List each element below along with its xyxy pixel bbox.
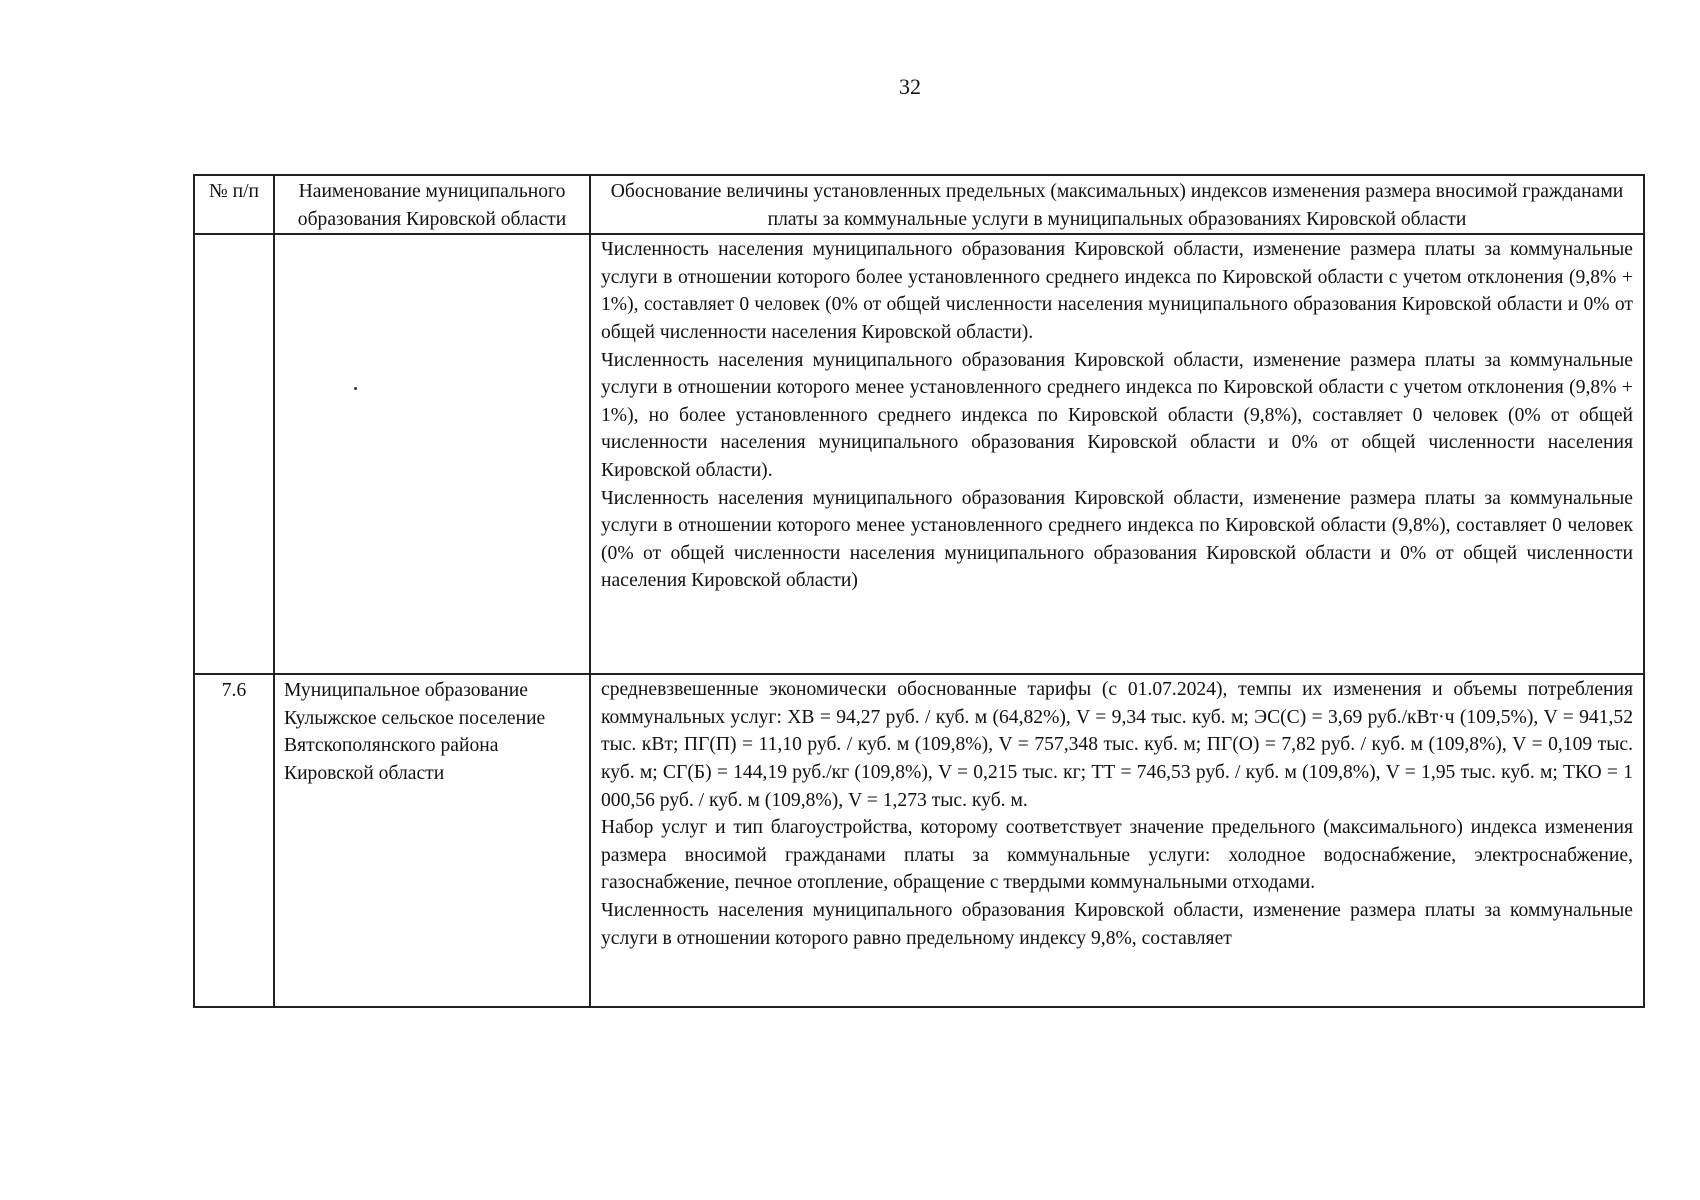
municipality-name-cell: Муниципальное образование Кулыжское сельское поселение Вятскополянского района Кировской области: [274, 674, 590, 1007]
table-row: [194, 674, 1644, 1007]
scan-speck: [354, 387, 357, 390]
table-header-row: [194, 175, 1644, 234]
index-justification-table: [193, 174, 1645, 1008]
municipality-name-cell: [274, 234, 590, 674]
justification-cell: [590, 674, 1644, 1007]
page-number: 32: [899, 74, 921, 99]
justification-paragraph: средневзвешенные экономически обоснованные тарифы (с 01.07.2024), темпы их изменения и объемы потребления коммунальных услуг: ХВ = 94,27 руб. / куб. м (64,82%), V = 9,34 тыс. куб. м; ЭС(С) = 3,69 руб./кВт·ч (109,5%), V = 941,52 тыс. кВт; ПГ(П) = 11,10 руб. / куб. м (109,8%), V = 757,348 тыс. куб. м; ПГ(О) = 7,82 руб. / куб. м (109,8%), V = 0,109 тыс. куб. м; СГ(Б) = 144,19 руб./кг (109,8%), V = 0,215 тыс. кг; ТТ = 746,53 руб. / куб. м (109,8%), V = 1,95 тыс. куб. м; ТКО = 1 000,56 руб. / куб. м (109,8%), V = 1,273 тыс. куб. м.: [601, 679, 1633, 811]
header-municipality-name: Наименование муниципального образования Кировской области: [274, 175, 590, 234]
justification-paragraph: Численность населения муниципального образования Кировской области, изменение размера платы за коммунальные услуги в отношении которого менее установленного среднего индекса по Кировской области с учетом отклонения (9,8% + 1%), но более установленного среднего индекса по Кировской области (9,8%), составляет 0 человек (0% от общей численности населения муниципального образования Кировской области и 0% от общей численности населения Кировской области).: [601, 349, 1633, 481]
row-number-cell: 7.6: [194, 674, 274, 1007]
justification-paragraph: Набор услуг и тип благоустройства, которому соответствует значение предельного (максимального) индекса изменения размера вносимой гражданами платы за коммунальные услуги: холодное водоснабжение, электроснабжение, газоснабжение, печное отопление, обращение с твердыми коммунальными отходами.: [601, 817, 1633, 894]
justification-paragraph: Численность населения муниципального образования Кировской области, изменение размера платы за коммунальные услуги в отношении которого менее установленного среднего индекса по Кировской области (9,8%), составляет 0 человек (0% от общей численности населения муниципального образования Кировской области и 0% от общей численности населения Кировской области): [601, 487, 1633, 592]
justification-cell: [590, 234, 1644, 674]
row-number-cell: [194, 234, 274, 674]
justification-paragraph: Численность населения муниципального образования Кировской области, изменение размера платы за коммунальные услуги в отношении которого равно предельному индексу 9,8%, составляет: [601, 899, 1633, 949]
header-number: № п/п: [194, 175, 274, 234]
table-row: [194, 234, 1644, 674]
justification-paragraph: Численность населения муниципального образования Кировской области, изменение размера платы за коммунальные услуги в отношении которого более установленного среднего индекса по Кировской области с учетом отклонения (9,8% + 1%), составляет 0 человек (0% от общей численности населения муниципального образования Кировской области и 0% от общей численности населения Кировской области).: [601, 239, 1633, 343]
header-justification: Обоснование величины установленных предельных (максимальных) индексов изменения размера вносимой гражданами платы за коммунальные услуги в муниципальных образованиях Кировской области: [590, 175, 1644, 234]
